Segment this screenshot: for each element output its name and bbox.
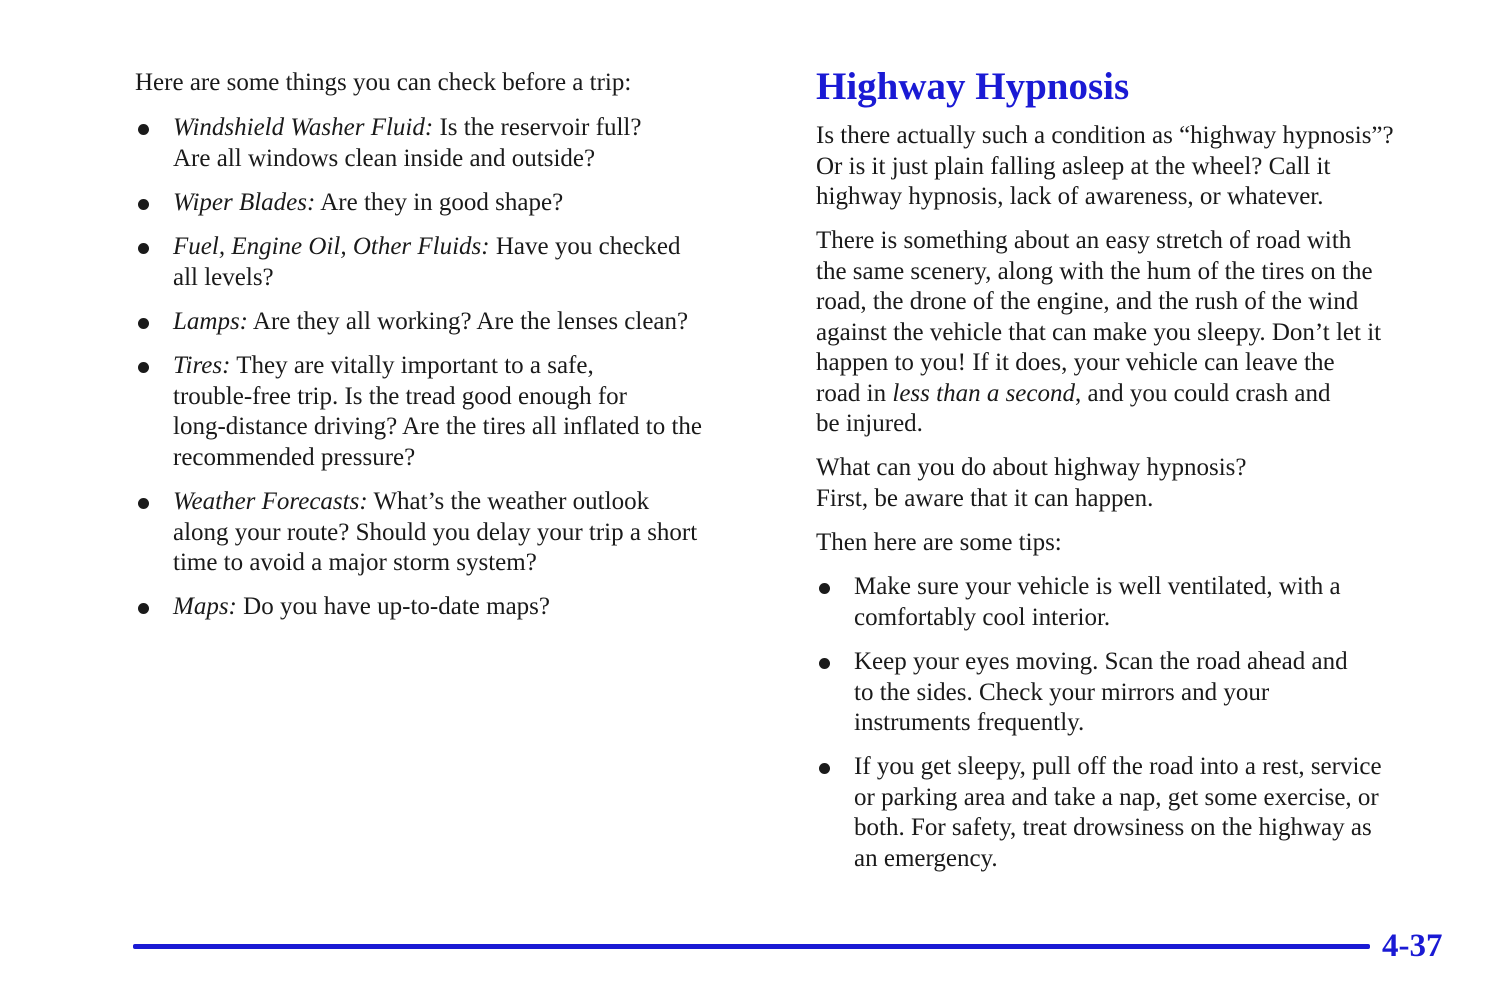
list-item [816, 752, 1464, 874]
bullet-icon [819, 658, 830, 669]
list-item [816, 572, 1464, 633]
item-text: trouble-free trip. Is the tread good enough for [173, 382, 628, 410]
bullet-icon [138, 243, 149, 254]
item-text: Keep your eyes moving. Scan the road ahead and [854, 648, 1348, 675]
list-item [135, 113, 783, 174]
text-line: Or is it just plain falling asleep at the wheel? Call it [816, 152, 1331, 180]
item-text: or parking area and take a nap, get some exercise, or [854, 783, 1379, 811]
list-item [135, 232, 783, 293]
bullet-icon [819, 583, 830, 594]
page-number: 4-37 [1382, 928, 1443, 964]
text-line: Is there actually such a condition as “highway hypnosis”? [816, 122, 1394, 149]
bullet-icon [819, 763, 830, 774]
list-item [135, 351, 783, 473]
list-item [135, 307, 783, 338]
item-term: Weather Forecasts: [173, 488, 368, 515]
item-text: along your route? Should you delay your trip a short [173, 518, 698, 546]
text-line: , and you could crash and [1075, 379, 1331, 407]
list-item [135, 592, 783, 623]
item-text: Have you checked [489, 233, 681, 260]
text-line: the same scenery, along with the hum of the tires on the [816, 257, 1373, 285]
item-text: Are all windows clean inside and outside? [173, 144, 596, 172]
text-line: happen to you! If it does, your vehicle can leave the [816, 349, 1335, 376]
item-text: Are they in good shape? [315, 189, 564, 216]
emphasis-text: less than a second [892, 379, 1075, 407]
paragraph: Then here are some tips: [816, 529, 1062, 556]
item-text: Make sure your vehicle is well ventilated, with a [854, 573, 1341, 600]
bullet-icon [138, 124, 149, 135]
text-line: What can you do about highway hypnosis? [816, 454, 1247, 481]
text-line: road in [816, 379, 893, 407]
text-line: be injured. [816, 410, 923, 437]
footer-rule [133, 944, 1370, 949]
item-text: Do you have up-to-date maps? [236, 593, 550, 620]
list-item [135, 487, 783, 579]
item-term: Windshield Washer Fluid: [173, 114, 434, 141]
item-text: Is the reservoir full? [433, 114, 642, 141]
item-term: Lamps: [173, 308, 249, 335]
text-line: road, the drone of the engine, and the rush of the wind [816, 288, 1359, 315]
item-text: comfortably cool interior. [854, 603, 1111, 631]
item-text: Are they all working? Are the lenses clean? [248, 308, 689, 335]
item-text: time to avoid a major storm system? [173, 549, 537, 576]
checklist-intro: Here are some things you can check before a trip: [135, 69, 632, 96]
item-text: both. For safety, treat drowsiness on the highway as [854, 814, 1372, 841]
item-text: recommended pressure? [173, 443, 416, 471]
paragraph [816, 121, 1456, 213]
text-line: There is something about an easy stretch of road with [816, 227, 1352, 254]
item-text: What’s the weather outlook [367, 488, 650, 515]
list-item [816, 647, 1464, 739]
item-text: instruments frequently. [854, 709, 1085, 736]
paragraph [816, 226, 1456, 440]
bullet-icon [138, 318, 149, 329]
text-line: against the vehicle that can make you sleepy. Don’t let it [816, 318, 1382, 346]
list-item [135, 188, 783, 219]
bullet-icon [138, 199, 149, 210]
bullet-icon [138, 362, 149, 373]
item-term: Fuel, Engine Oil, Other Fluids: [173, 233, 490, 260]
bullet-icon [138, 498, 149, 509]
item-term: Maps: [173, 593, 237, 620]
item-text: all levels? [173, 263, 274, 291]
bullet-icon [138, 603, 149, 614]
item-text: to the sides. Check your mirrors and your [854, 678, 1270, 706]
paragraph [816, 453, 1456, 514]
section-heading: Highway Hypnosis [816, 65, 1130, 108]
item-text: an emergency. [854, 844, 998, 872]
item-text: If you get sleepy, pull off the road into a rest, service [854, 753, 1382, 780]
item-text: long-distance driving? Are the tires all inflated to the [173, 413, 703, 440]
text-line: First, be aware that it can happen. [816, 484, 1154, 512]
item-text: They are vitally important to a safe, [230, 352, 594, 379]
item-term: Tires: [173, 352, 231, 379]
text-line: highway hypnosis, lack of awareness, or whatever. [816, 183, 1324, 210]
item-term: Wiper Blades: [173, 189, 316, 216]
